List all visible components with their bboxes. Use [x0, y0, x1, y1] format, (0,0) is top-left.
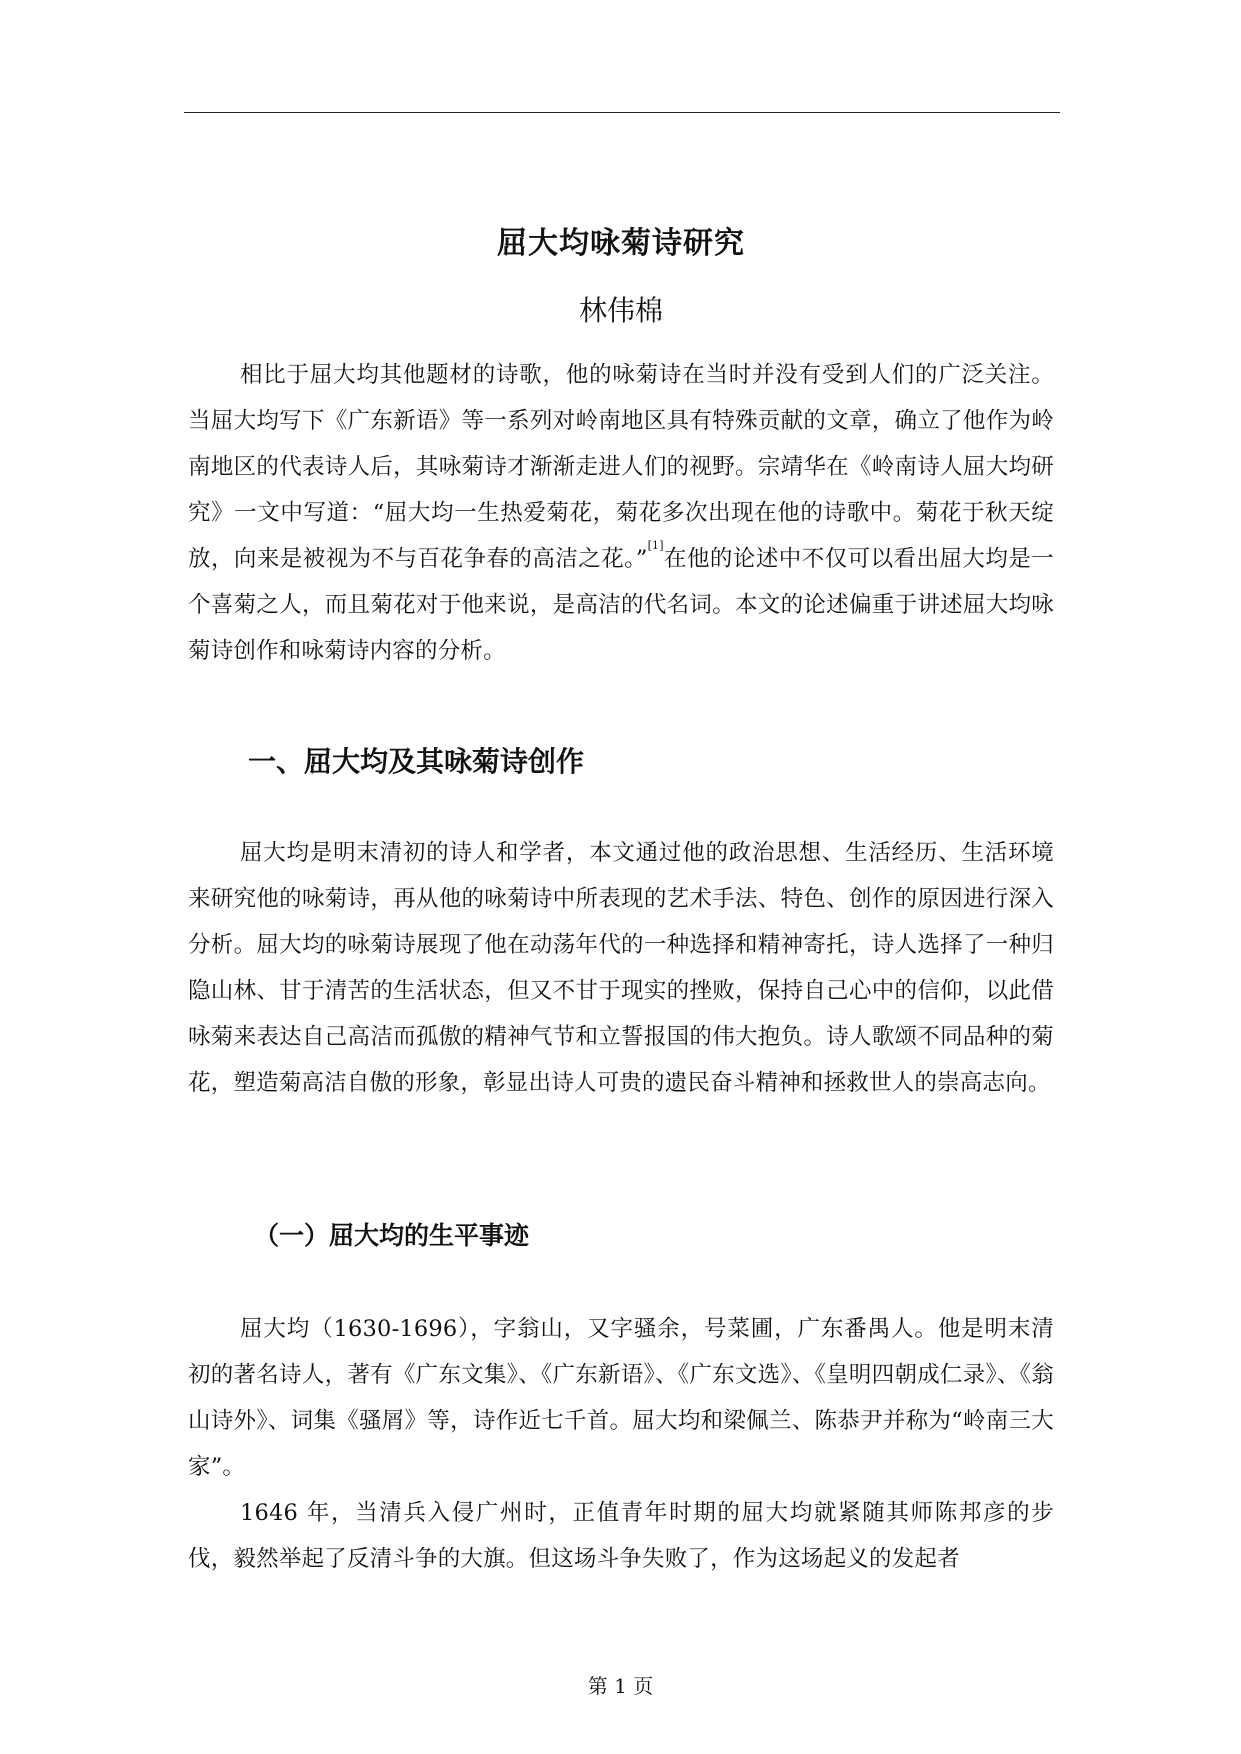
- author-name: 林伟棉: [578, 294, 663, 327]
- subsection-heading: （一）屈大均的生平事迹: [254, 1221, 530, 1250]
- page-number: 第 1 页: [587, 1674, 654, 1698]
- document-title: 屈大均咏菊诗研究: [497, 226, 745, 261]
- section-paragraph: 屈大均是明末清初的诗人和学者，本文通过他的政治思想、生活经历、生活环境来研究他的咏菊诗，再从他的咏菊诗中所表现的艺术手法、特色、创作的原因进行深入分析。屈大均的咏菊诗展现了他在动荡年代的一种选择和精神寄托，诗人选择了一种归隐山林、甘于清苦的生活状态，但又不甘于现实的挫败，保持自己心中的信仰，以此借咏菊来表达自己高洁而孤傲的精神气节和立誓报国的伟大抱负。诗人歌颂不同品种的菊花，塑造菊高洁自傲的形象，彰显出诗人可贵的遗民奋斗精神和拯救世人的崇高志向。: [188, 840, 1054, 1096]
- header-rule: [184, 112, 1060, 113]
- intro-paragraph: [188, 352, 1054, 674]
- biography-paragraph: 屈大均（1630-1696），字翁山，又字骚余，号菜圃，广东番禺人。他是明末清初的著名诗人，著有《广东文集》、《广东新语》、《广东文选》、《皇明四朝成仁录》、《翁山诗外》、词集《骚屑》等，诗作近七千首。屈大均和梁佩兰、陈恭尹并称为“岭南三大家”。: [188, 1316, 1054, 1480]
- intro-text-before-citation: 相比于屈大均其他题材的诗歌，他的咏菊诗在当时并没有受到人们的广泛关注。当屈大均写下《广东新语》等一系列对岭南地区具有特殊贡献的文章，确立了他作为岭南地区的代表诗人后，其咏菊诗才渐渐走进人们的视野。宗靖华在《岭南诗人屈大均研究》一文中写道：“屈大均一生热爱菊花，菊花多次出现在他的诗歌中。菊花于秋天绽放，向来是被视为不与百花争春的高洁之花。”: [188, 362, 1054, 572]
- section-heading: 一、屈大均及其咏菊诗创作: [248, 745, 585, 778]
- history-paragraph: 1646 年，当清兵入侵广州时，正值青年时期的屈大均就紧随其师陈邦彦的步伐，毅然举起了反清斗争的大旗。但这场斗争失败了，作为这场起义的发起者: [188, 1500, 1054, 1572]
- intro-text-after-citation: 在他的论述中不仅可以看出屈大均是一个喜菊之人，而且菊花对于他来说，是高洁的代名词。本文的论述偏重于讲述屈大均咏菊诗创作和咏菊诗内容的分析。: [188, 546, 1054, 664]
- citation-marker: [1]: [647, 539, 664, 552]
